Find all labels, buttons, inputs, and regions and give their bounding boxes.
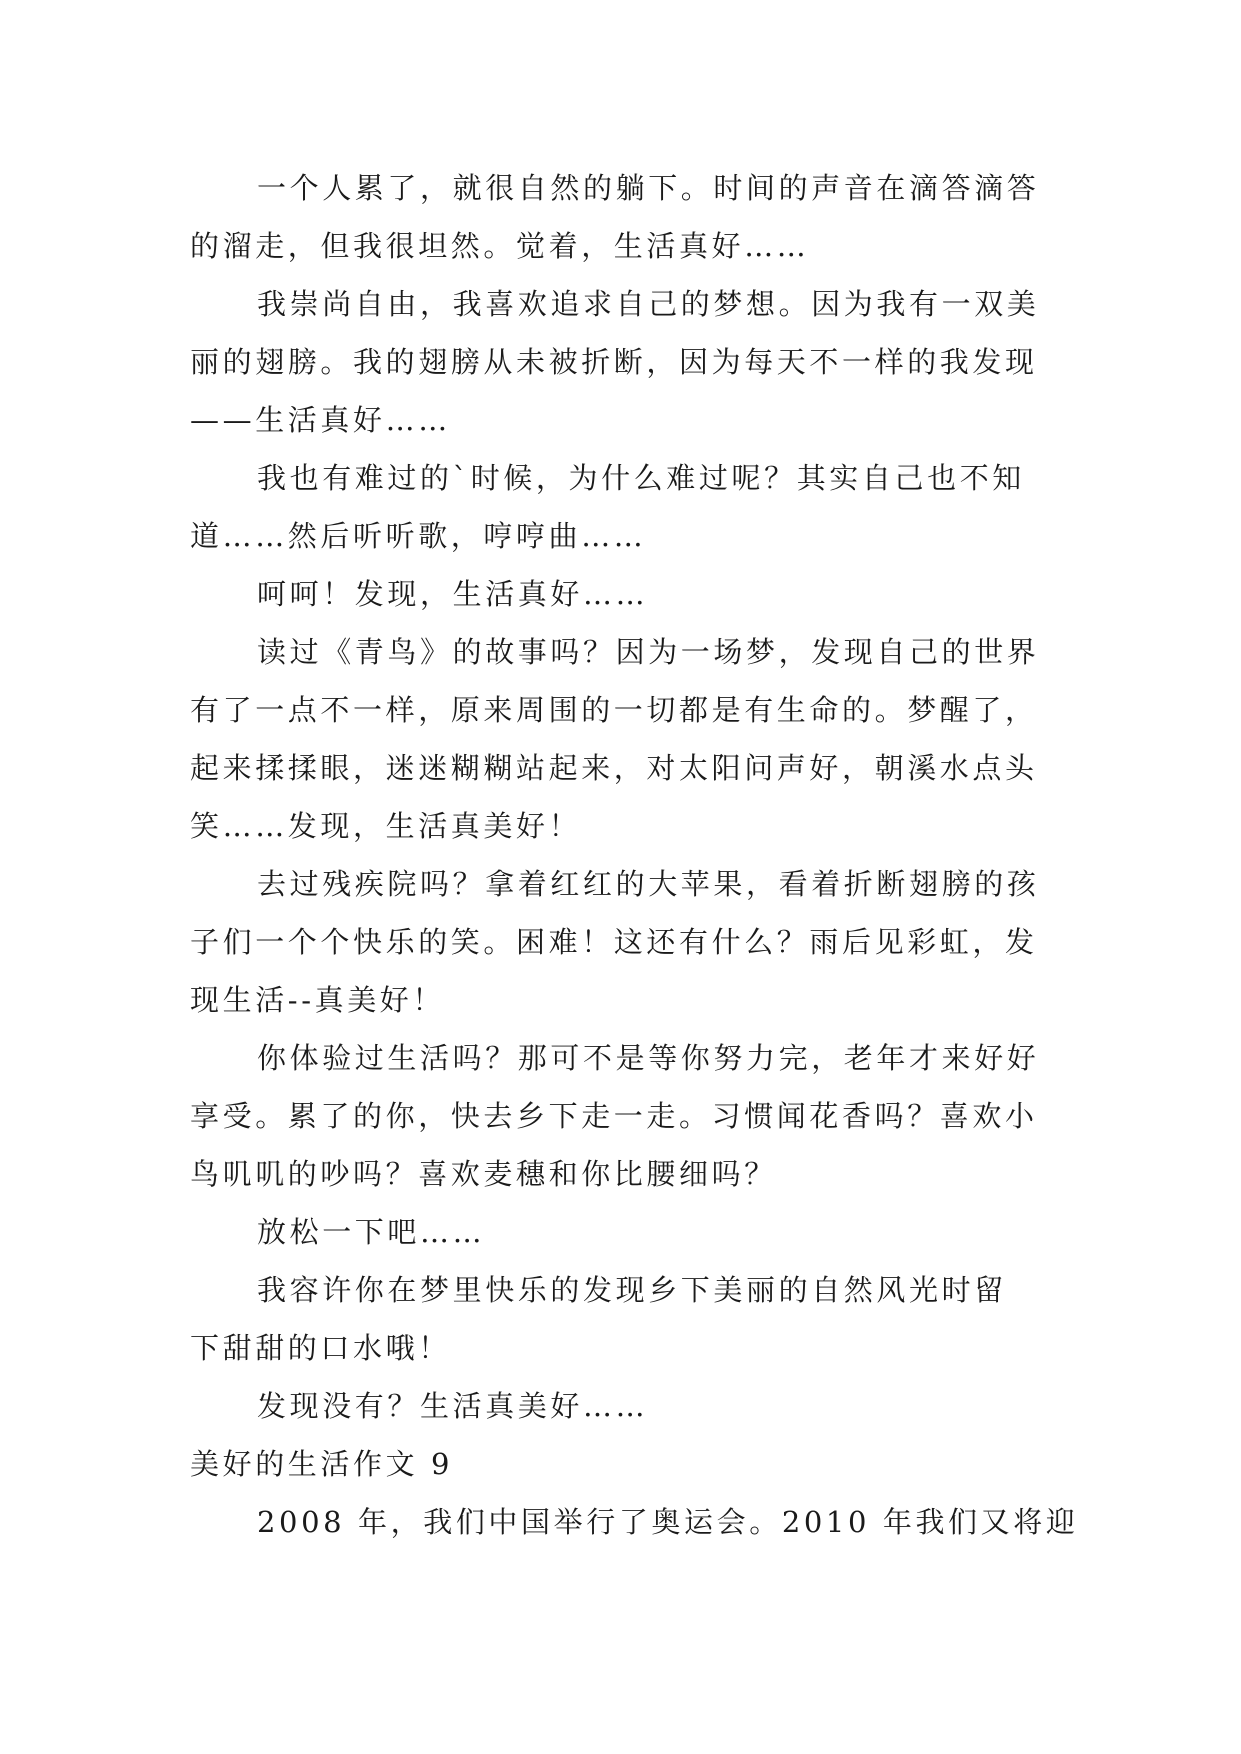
paragraph-line: 放松一下吧…… bbox=[257, 1215, 486, 1249]
paragraph-line: 享受。累了的你，快去乡下走一走。习惯闻花香吗？喜欢小 bbox=[190, 1099, 1038, 1133]
paragraph-line: 读过《青鸟》的故事吗？因为一场梦，发现自己的世界 bbox=[257, 635, 1040, 669]
paragraph-line: 有了一点不一样，原来周围的一切都是有生命的。梦醒了， bbox=[190, 693, 1038, 727]
paragraph-line: 下甜甜的口水哦！ bbox=[190, 1331, 451, 1365]
paragraph-line: ——生活真好…… bbox=[190, 403, 451, 437]
paragraph-line: 道……然后听听歌，哼哼曲…… bbox=[190, 519, 647, 553]
paragraph-line: 现生活--真美好！ bbox=[190, 983, 445, 1017]
paragraph-line: 发现没有？生活真美好…… bbox=[257, 1389, 649, 1423]
paragraph-line: 你体验过生活吗？那可不是等你努力完，老年才来好好 bbox=[257, 1041, 1040, 1075]
paragraph-line: 我容许你在梦里快乐的发现乡下美丽的自然风光时留 bbox=[257, 1273, 1007, 1307]
paragraph-line: 笑……发现，生活真美好！ bbox=[190, 809, 582, 843]
paragraph-line: 起来揉揉眼，迷迷糊糊站起来，对太阳问声好，朝溪水点头 bbox=[190, 751, 1038, 785]
paragraph-line: 2008 年，我们中国举行了奥运会。2010 年我们又将迎 bbox=[257, 1505, 1079, 1539]
paragraph-line: 的溜走，但我很坦然。觉着，生活真好…… bbox=[190, 229, 810, 263]
paragraph-line: 鸟叽叽的吵吗？喜欢麦穗和你比腰细吗？ bbox=[190, 1157, 777, 1191]
paragraph-line: 丽的翅膀。我的翅膀从未被折断，因为每天不一样的我发现 bbox=[190, 345, 1038, 379]
paragraph-line: 我也有难过的`时候，为什么难过呢？其实自己也不知 bbox=[257, 461, 1025, 495]
paragraph-line: 我崇尚自由，我喜欢追求自己的梦想。因为我有一双美 bbox=[257, 287, 1040, 321]
paragraph-line: 呵呵！发现，生活真好…… bbox=[257, 577, 649, 611]
paragraph-line: 一个人累了，就很自然的躺下。时间的声音在滴答滴答 bbox=[257, 171, 1040, 205]
paragraph-line: 去过残疾院吗？拿着红红的大苹果，看着折断翅膀的孩 bbox=[257, 867, 1040, 901]
paragraph-line: 子们一个个快乐的笑。困难！这还有什么？雨后见彩虹，发 bbox=[190, 925, 1038, 959]
section-heading: 美好的生活作文 9 bbox=[190, 1447, 454, 1481]
